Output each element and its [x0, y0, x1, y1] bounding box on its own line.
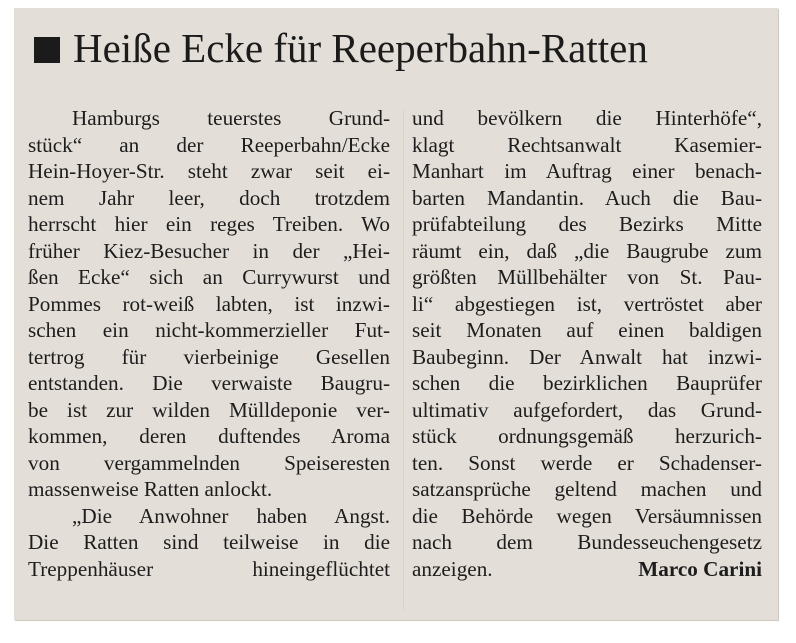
article-line: seit Monaten auf einen baldigen [412, 318, 762, 342]
article-line: nach dem Bundesseuchengesetz [412, 530, 762, 554]
article-line: räumt ein, daß „die Baugrube zum [412, 238, 762, 263]
article-line: nem Jahr leer, doch trotzdem [28, 185, 390, 210]
article-column-left [28, 105, 390, 582]
article-line: ultimativ aufgefordert, das Grund- [412, 397, 762, 422]
article-line: die Behörde wegen Versäumnissen [412, 503, 762, 528]
article-line: kommen, deren duftendes Aroma [28, 424, 390, 448]
author-byline: Marco Carini [638, 556, 762, 581]
article-line: entstanden. Die verwaiste Baugru- [28, 371, 390, 395]
article-line: früher Kiez-Besucher in der „Hei- [28, 238, 390, 263]
article-line: prüfabteilung des Bezirks Mitte [412, 212, 762, 236]
newspaper-clipping [14, 8, 778, 620]
article-line: li“ abgestiegen ist, vertröstet aber [412, 291, 762, 316]
article-line: stück“ an der Reeperbahn/Ecke [28, 132, 390, 157]
article-line: schen die bezirklichen Bauprüfer [412, 371, 762, 395]
article-line: Pommes rot-weiß labten, ist inzwi- [28, 291, 390, 316]
article-line: Hamburgs teuerstes Grund- [72, 106, 390, 130]
article-line: größten Müllbehälter von St. Pau- [412, 265, 762, 289]
article-line: Baubeginn. Der Anwalt hat inzwi- [412, 344, 762, 369]
article-line: be ist zur wilden Mülldeponie ver- [28, 397, 390, 422]
article-line: herrscht hier ein reges Treiben. Wo [28, 212, 390, 236]
column-gap [403, 110, 404, 610]
article-line: „Die Anwohner haben Angst. [72, 503, 390, 528]
article-line: ßen Ecke“ sich an Currywurst und [28, 265, 390, 289]
article-line: Treppenhäuser hineingeflüchtet [28, 556, 390, 581]
headline [34, 22, 648, 74]
article-line: Die Ratten sind teilweise in die [28, 530, 390, 554]
article-column-right [412, 105, 762, 582]
article-line: Hein-Hoyer-Str. steht zwar seit ei- [28, 159, 390, 183]
last-line-text: anzeigen. [412, 556, 493, 581]
article-line: massenweise Ratten anlockt. [28, 477, 273, 501]
article-line: und bevölkern die Hinterhöfe“, [412, 106, 762, 130]
article-line: satzansprüche geltend machen und [412, 477, 762, 501]
article-line: tertrog für vierbeinige Gesellen [28, 344, 390, 369]
article-line: stück ordnungsgemäß herzurich- [412, 424, 762, 448]
article-line: von vergammelnden Speiseresten [28, 450, 390, 475]
headline-text: Heiße Ecke für Reeperbahn-Ratten [73, 25, 648, 71]
article-line: barten Mandantin. Auch die Bau- [412, 185, 762, 210]
article-line: klagt Rechtsanwalt Kasemier- [412, 132, 762, 157]
headline-square-bullet [34, 37, 60, 63]
closing-line [412, 556, 762, 583]
article-line: Manhart im Auftrag einer benach- [412, 159, 762, 183]
article-line: schen ein nicht-kommerzieller Fut- [28, 318, 390, 342]
article-line: ten. Sonst werde er Schadenser- [412, 450, 762, 475]
